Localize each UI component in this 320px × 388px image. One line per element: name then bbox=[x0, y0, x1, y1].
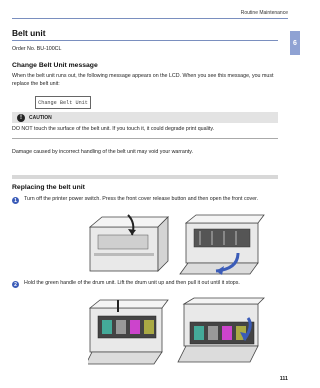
page-title: Belt unit bbox=[12, 28, 46, 38]
caution-banner bbox=[12, 112, 278, 123]
page-number: 111 bbox=[279, 376, 288, 382]
caution-icon: ! bbox=[17, 114, 25, 122]
step-text-1: Turn off the printer power switch. Press the front cover release button and then open the front cover. bbox=[24, 196, 259, 202]
lcd-message: Change Belt Unit bbox=[35, 96, 91, 109]
message-body: When the belt unit runs out, the following message appears on the LCD. When you see this message, you must replace the belt unit: bbox=[12, 73, 274, 87]
caution-divider bbox=[12, 138, 278, 139]
order-number: Order No. BU-100CL bbox=[12, 46, 62, 52]
chapter-tab[interactable]: 6 bbox=[290, 31, 300, 55]
caution-text-1: DO NOT touch the surface of the belt unit. If you touch it, it could degrade print quality. bbox=[12, 126, 215, 132]
header-divider bbox=[12, 18, 288, 19]
title-divider bbox=[12, 40, 278, 41]
drum-unit-illustration bbox=[88, 296, 266, 368]
message-heading: Change Belt Unit message bbox=[12, 62, 98, 69]
step-text-2: Hold the green handle of the drum unit. Lift the drum unit up and then pull it out until it stops. bbox=[24, 280, 240, 286]
replacing-heading: Replacing the belt unit bbox=[12, 184, 85, 191]
running-header: Routine Maintenance bbox=[240, 10, 288, 16]
caution-end-bar bbox=[12, 175, 278, 179]
step-number-2: 2 bbox=[12, 281, 19, 288]
caution-label: CAUTION bbox=[29, 114, 52, 121]
step-number-1: 1 bbox=[12, 197, 19, 204]
printer-front-cover-illustration bbox=[88, 213, 266, 275]
caution-text-2: Damage caused by incorrect handling of the belt unit may void your warranty. bbox=[12, 149, 193, 155]
